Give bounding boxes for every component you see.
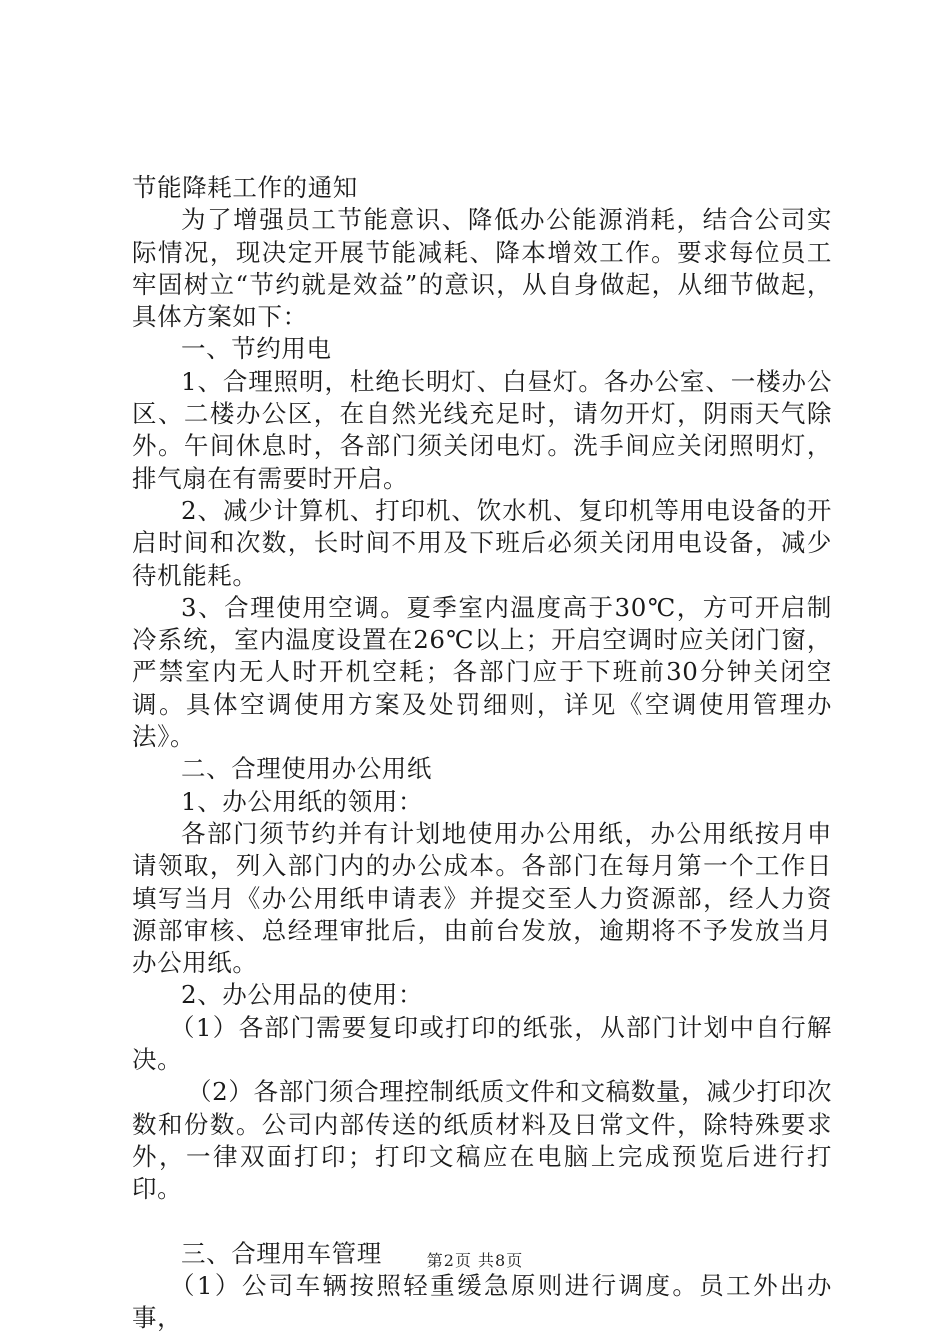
document-body	[132, 172, 832, 1334]
section-2-item-2-sub-2: （2）各部门须合理控制纸质文件和文稿数量，减少打印次数和份数。公司内部传送的纸质材料及日常文件，除特殊要求外，一律双面打印；打印文稿应在电脑上完成预览后进行打印。	[132, 1077, 832, 1204]
page-footer: 第2页 共8页	[426, 1251, 524, 1270]
section-3-heading: 三、合理用车管理	[181, 1238, 382, 1268]
section-2-item-1-heading: 1、办公用纸的领用：	[181, 786, 424, 816]
document-title: 节能降耗工作的通知	[132, 173, 358, 202]
section-2-item-2-sub-1: （1）各部门需要复印或打印的纸张，从部门计划中自行解决。	[132, 1012, 832, 1075]
section-2-heading: 二、合理使用办公用纸	[181, 754, 432, 784]
section-3-item-1: （1）公司车辆按照轻重缓急原则进行调度。员工外出办事，	[132, 1270, 832, 1333]
section-1-item-1: 1、合理照明，杜绝长明灯、白昼灯。各办公室、一楼办公区、二楼办公区，在自然光线充足时，请勿开灯，阴雨天气除外。午间休息时，各部门须关闭电灯。洗手间应关闭照明灯，排气扇在有需要时开启。	[132, 366, 832, 493]
section-1-item-2: 2、减少计算机、打印机、饮水机、复印机等用电设备的开启时间和次数，长时间不用及下班后必须关闭用电设备，减少待机能耗。	[132, 495, 832, 590]
section-1-item-3: 3、合理使用空调。夏季室内温度高于30℃，方可开启制冷系统，室内温度设置在26℃以上；开启空调时应关闭门窗，严禁室内无人时开机空耗；各部门应于下班前30分钟关闭空调。具体空调使用方案及处罚细则，详见《空调使用管理办法》。	[132, 592, 832, 752]
section-2-item-2-heading: 2、办公用品的使用：	[181, 980, 424, 1010]
intro-paragraph: 为了增强员工节能意识、降低办公能源消耗，结合公司实际情况，现决定开展节能减耗、降本增效工作。要求每位员工牢固树立“节约就是效益”的意识，从自身做起，从细节做起，具体方案如下：	[132, 205, 832, 332]
section-1-heading: 一、节约用电	[181, 334, 332, 364]
section-2-item-1-body: 各部门须节约并有计划地使用办公用纸，办公用纸按月申请领取，列入部门内的办公成本。各部门在每月第一个工作日填写当月《办公用纸申请表》并提交至人力资源部，经人力资源部审核、总经理审批后，由前台发放，逾期将不予发放当月办公用纸。	[132, 818, 832, 978]
